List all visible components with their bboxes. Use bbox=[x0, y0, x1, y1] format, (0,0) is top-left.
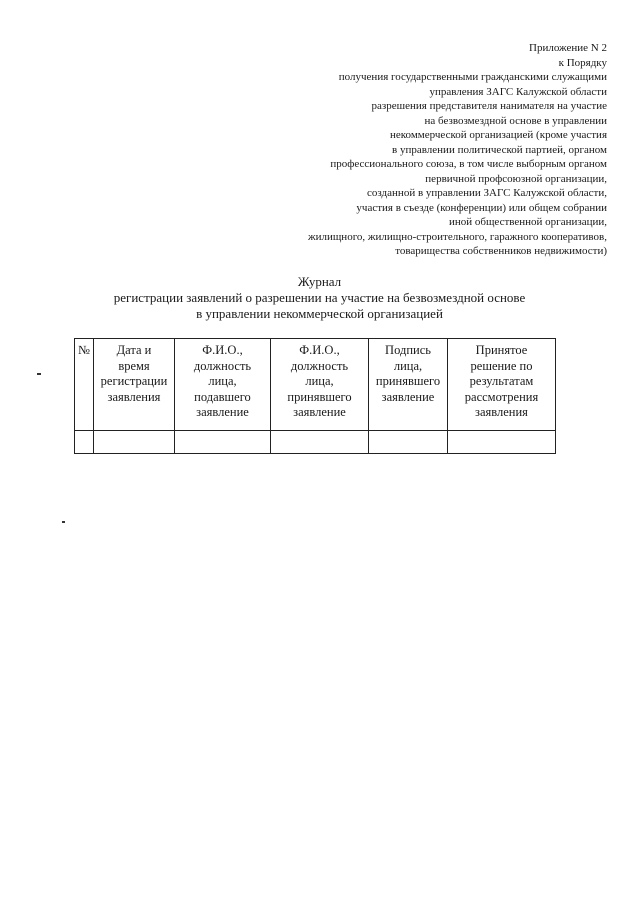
column-header-decision: Принятое решение по результатам рассмотрения заявления bbox=[448, 339, 556, 431]
appendix-line: получения государственными гражданскими служащими bbox=[338, 71, 607, 83]
table-cell bbox=[448, 431, 556, 454]
appendix-block bbox=[187, 41, 607, 259]
appendix-line: управления ЗАГС Калужской области bbox=[429, 85, 607, 98]
appendix-line: на безвозмездной основе в управлении bbox=[424, 114, 607, 127]
appendix-line: в управлении политической партией, органом bbox=[392, 143, 607, 156]
journal-title bbox=[0, 274, 639, 322]
column-header-receiver: Ф.И.О., должность лица, принявшего заявление bbox=[271, 339, 369, 431]
title-line: Журнал bbox=[297, 274, 342, 289]
appendix-line: Приложение N 2 bbox=[529, 42, 607, 54]
scan-speck bbox=[37, 373, 41, 375]
journal-table bbox=[74, 338, 556, 454]
table-cell bbox=[75, 431, 94, 454]
appendix-line: первичной профсоюзной организации, bbox=[425, 172, 607, 185]
table-row bbox=[75, 431, 556, 454]
table-cell bbox=[369, 431, 448, 454]
appendix-line: некоммерческой организацией (кроме участия bbox=[390, 129, 607, 141]
appendix-line: разрешения представителя нанимателя на участие bbox=[371, 100, 607, 112]
title-line: в управлении некоммерческой организацией bbox=[196, 306, 443, 321]
column-header-date: Дата и время регистрации заявления bbox=[94, 339, 175, 431]
appendix-line: к Порядку bbox=[558, 56, 607, 69]
column-header-signature: Подпись лица, принявшего заявление bbox=[369, 339, 448, 431]
appendix-line: иной общественной организации, bbox=[448, 216, 607, 228]
table-cell bbox=[94, 431, 175, 454]
appendix-line: профессионального союза, в том числе выборным органом bbox=[330, 158, 607, 170]
appendix-line: участия в съезде (конференции) или общем собрании bbox=[356, 201, 607, 214]
table-cell bbox=[271, 431, 369, 454]
appendix-line: жилищного, жилищно-строительного, гаражного кооперативов, bbox=[307, 230, 607, 243]
appendix-line: созданной в управлении ЗАГС Калужской области, bbox=[367, 187, 607, 199]
column-header-number: № bbox=[75, 339, 94, 431]
table-cell bbox=[175, 431, 271, 454]
table-header-row bbox=[75, 339, 556, 431]
appendix-line: товарищества собственников недвижимости) bbox=[395, 245, 607, 257]
scan-speck bbox=[62, 521, 65, 523]
title-line: регистрации заявлений о разрешении на участие на безвозмездной основе bbox=[113, 290, 526, 305]
column-header-submitter: Ф.И.О., должность лица, подавшего заявление bbox=[175, 339, 271, 431]
